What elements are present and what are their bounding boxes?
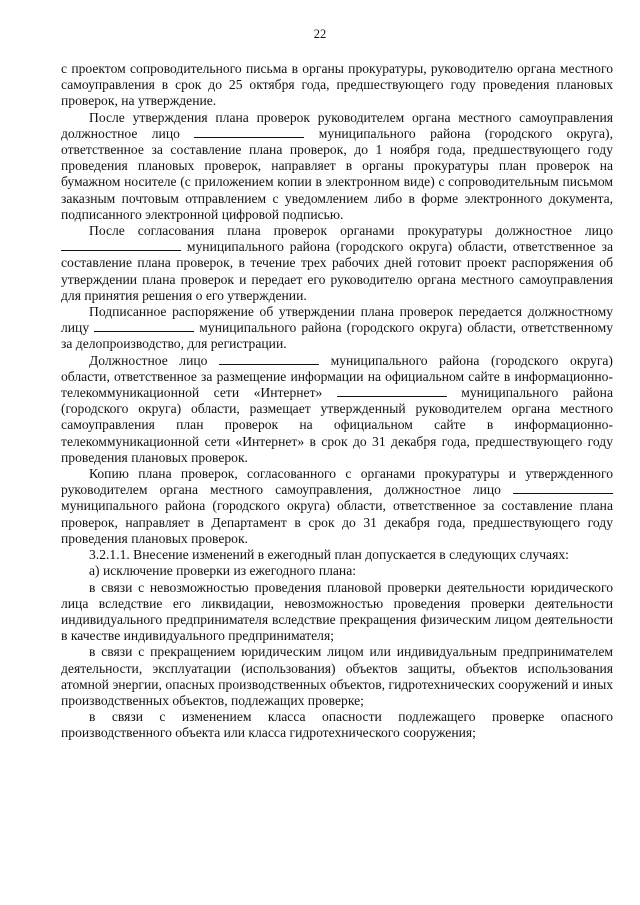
paragraph: Подписанное распоряжение об утверждении плана проверок передается должностному лицу муниципального района (городского округа) области, ответственному за делопроизводство, для регистрации. (61, 304, 613, 352)
paragraph: а) исключение проверки из ежегодного плана: (89, 563, 357, 579)
blank-line (94, 320, 194, 332)
blank-line (337, 385, 447, 397)
paragraph: Должностное лицо муниципального района (городского округа) области, ответственное за размещение информации на официальном сайте в информационно-телекоммуникационной сети «Интернет» муниципального района (городского округа) области, размещает утвержденный руководителем органа местного самоуправления план проверок на официальном сайте в информационно-телекоммуникационной сети «Интернет» в срок до 31 декабря года, предшествующего году проведения плановых проверок. (61, 352, 613, 465)
paragraph: После утверждения плана проверок руководителем органа местного самоуправления должностное лицо муниципального района (городского округа), ответственное за составление плана проверок, до 1 ноября года, предшествующего году проведения плановых проверок, направляет в органы прокуратуры план проверок на бумажном носителе (с приложением копии в электронном виде) с сопроводительным письмом заказным почтовым отправлением с уведомлением либо в форме электронного документа, подписанного электронной цифровой подписью. (61, 109, 613, 222)
paragraph: 3.2.1.1. Внесение изменений в ежегодный план допускается в следующих случаях: (89, 547, 569, 563)
document-body (61, 61, 613, 742)
paragraph: с проектом сопроводительного письма в органы прокуратуры, руководителю органа местного самоуправления в срок до 25 октября года, предшествующего году проведения плановых проверок, на утверждение. (61, 61, 613, 109)
blank-line (219, 353, 319, 365)
blank-line (61, 239, 181, 251)
blank-line (194, 126, 304, 138)
paragraph: в связи с изменением класса опасности подлежащего проверке опасного производственного объекта или класса гидротехнического сооружения; (61, 709, 613, 741)
paragraph: После согласования плана проверок органами прокуратуры должностное лицо муниципального района (городского округа) области, ответственное за составление плана проверок, в течение трех рабочих дней готовит проект распоряжения об утверждении плана проверок и передает его руководителю органа местного самоуправления для принятия решения о его утверждении. (61, 223, 613, 303)
paragraph: Копию плана проверок, согласованного с органами прокуратуры и утвержденного руководителем органа местного самоуправления, должностное лицо муниципального района (городского округа) области, ответственное за составление плана проверок, направляет в Департамент в срок до 31 декабря года, предшествующего году проведения плановых проверок. (61, 466, 613, 546)
paragraph: в связи с невозможностью проведения плановой проверки деятельности юридического лица вследствие его ликвидации, невозможностью проведения проверки деятельности индивидуального предпринимателя вследствие прекращения физическим лицом деятельности в качестве индивидуального предпринимателя; (61, 579, 613, 644)
page-number: 22 (313, 27, 327, 41)
paragraph: в связи с прекращением юридическим лицом или индивидуальным предпринимателем деятельности, эксплуатации (использования) объектов защиты, объектов использования атомной энергии, опасных производственных объектов, гидротехнических сооружений и иных производственных объектов, подлежащих проверке; (61, 644, 613, 708)
blank-line (513, 482, 613, 494)
